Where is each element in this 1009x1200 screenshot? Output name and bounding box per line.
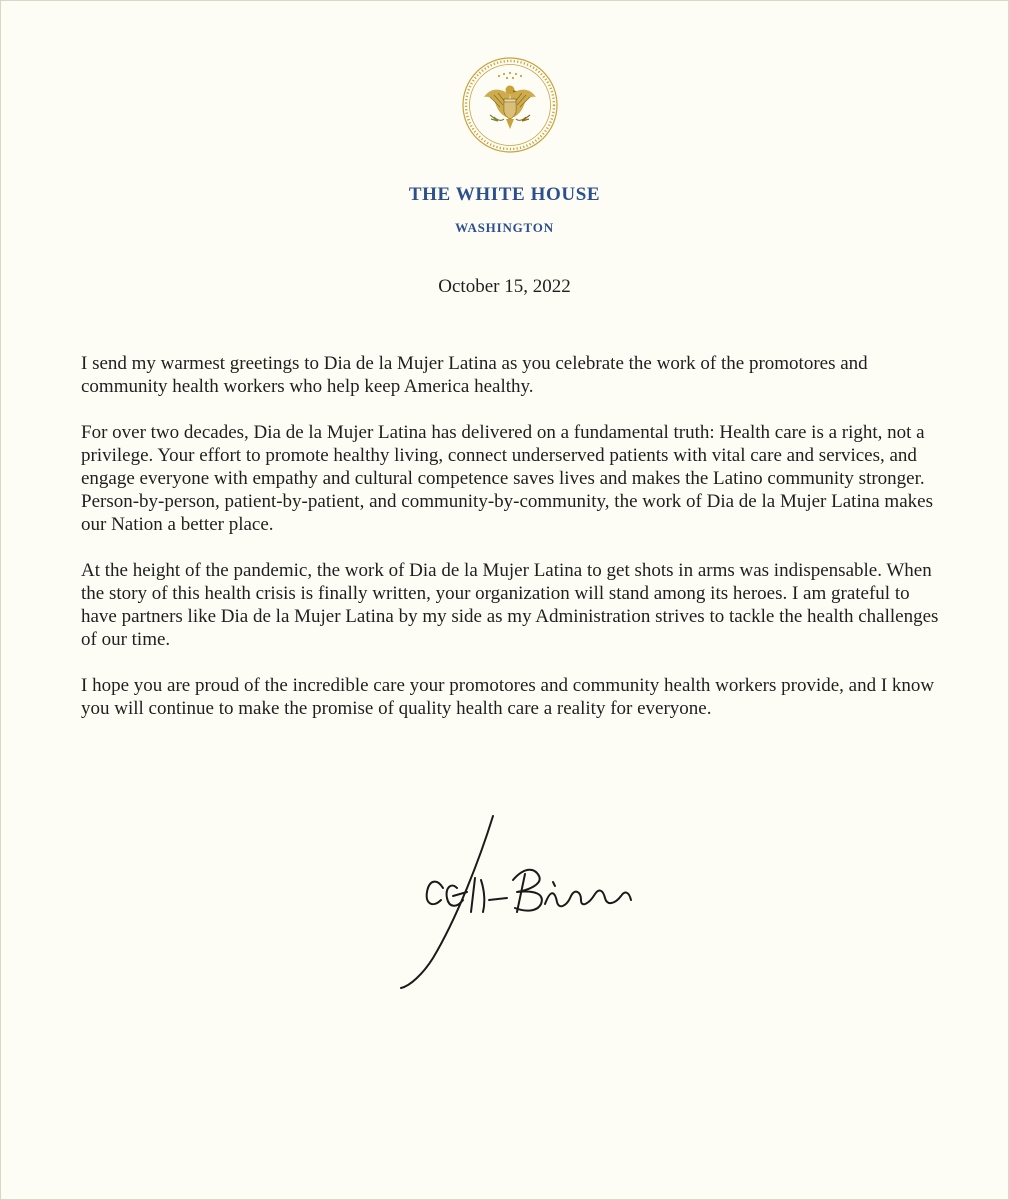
paragraph: I hope you are proud of the incredible care your promotores and community health workers provide, and I know you will continue to make the promise of quality health care a reality for everyone. <box>81 675 935 719</box>
letter-date: October 15, 2022 <box>438 276 571 297</box>
paragraph: For over two decades, Dia de la Mujer Latina has delivered on a fundamental truth: Health care is a right, not a privilege. Your effort to promote healthy living, connect underserved patients with vital care and services, and engage everyone with empathy and cultural competence saves lives and makes the Latino community stronger. Person-by-person, patient-by-patient, and community-by-community, the work of Dia de la Mujer Latina makes our Nation a better place. <box>81 422 933 535</box>
letterhead-location: WASHINGTON <box>455 220 554 235</box>
paragraph: At the height of the pandemic, the work of Dia de la Mujer Latina to get shots in arms was indispensable. When the story of this health crisis is finally written, your organization will stand among its heroes. I am grateful to have partners like Dia de la Mujer Latina by my side as my Administration strives to tackle the health challenges of our time. <box>81 560 939 650</box>
paragraph: I send my warmest greetings to Dia de la Mujer Latina as you celebrate the work of the promotores and community health workers who help keep America healthy. <box>81 353 868 397</box>
letter-body <box>81 352 941 743</box>
presidential-seal-icon <box>460 55 560 155</box>
letterhead-title: THE WHITE HOUSE <box>408 184 601 205</box>
handwritten-signature <box>385 808 655 993</box>
